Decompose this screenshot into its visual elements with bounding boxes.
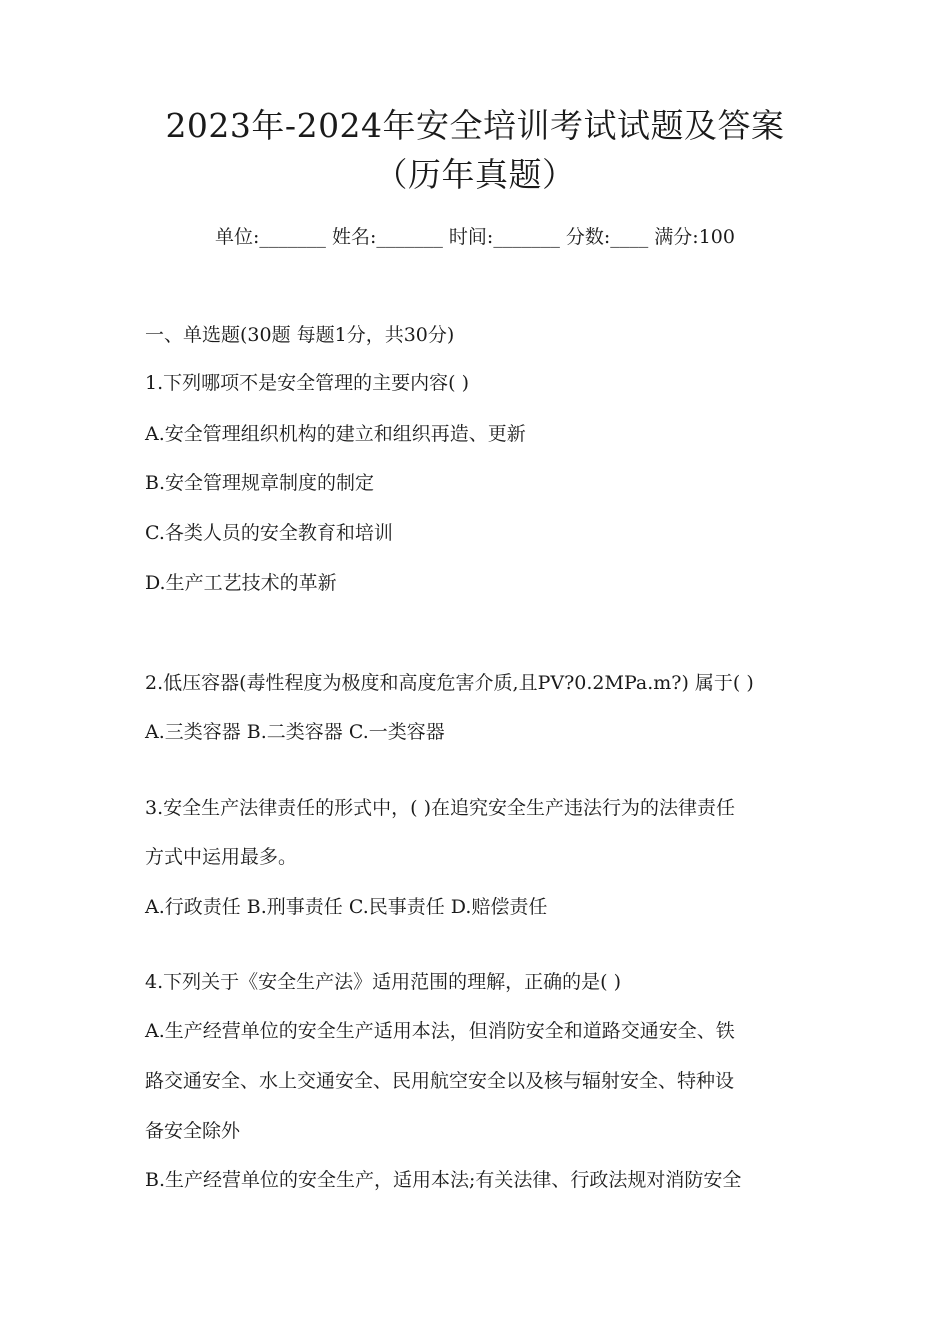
question-4-option-a-line2: 路交通安全、水上交通安全、民用航空安全以及核与辐射安全、特种设 bbox=[145, 1070, 735, 1092]
question-3-stem-line2: 方式中运用最多。 bbox=[145, 846, 298, 868]
question-1-option-d: D.生产工艺技术的革新 bbox=[145, 572, 337, 594]
question-2-options: A.三类容器 B.二类容器 C.一类容器 bbox=[145, 721, 445, 743]
question-1-option-c: C.各类人员的安全教育和培训 bbox=[145, 522, 393, 544]
question-4-option-b-line1: B.生产经营单位的安全生产，适用本法;有关法律、行政法规对消防安全 bbox=[145, 1169, 742, 1191]
document-title-line1: 2023年-2024年安全培训考试试题及答案 bbox=[165, 106, 785, 145]
question-4-option-a-line3: 备安全除外 bbox=[145, 1120, 241, 1142]
document-title-line2: （历年真题） bbox=[374, 155, 576, 194]
question-1-option-a: A.安全管理组织机构的建立和组织再造、更新 bbox=[145, 423, 526, 445]
question-3-stem-line1: 3.安全生产法律责任的形式中，( )在追究安全生产违法行为的法律责任 bbox=[145, 797, 735, 819]
exam-info-line: 单位:_______ 姓名:_______ 时间:_______ 分数:____ 满分:100 bbox=[215, 226, 735, 248]
question-1-stem: 1.下列哪项不是安全管理的主要内容( ) bbox=[145, 372, 469, 394]
question-4-option-a-line1: A.生产经营单位的安全生产适用本法，但消防安全和道路交通安全、铁 bbox=[145, 1020, 735, 1042]
question-4-stem: 4.下列关于《安全生产法》适用范围的理解，正确的是( ) bbox=[145, 971, 621, 993]
question-3-options: A.行政责任 B.刑事责任 C.民事责任 D.赔偿责任 bbox=[145, 896, 548, 918]
question-2-stem: 2.低压容器(毒性程度为极度和高度危害介质,且PV?0.2MPa.m?) 属于( ) bbox=[145, 672, 754, 694]
question-1-option-b: B.安全管理规章制度的制定 bbox=[145, 472, 375, 494]
section-heading: 一、单选题(30题 每题1分，共30分) bbox=[145, 324, 455, 346]
